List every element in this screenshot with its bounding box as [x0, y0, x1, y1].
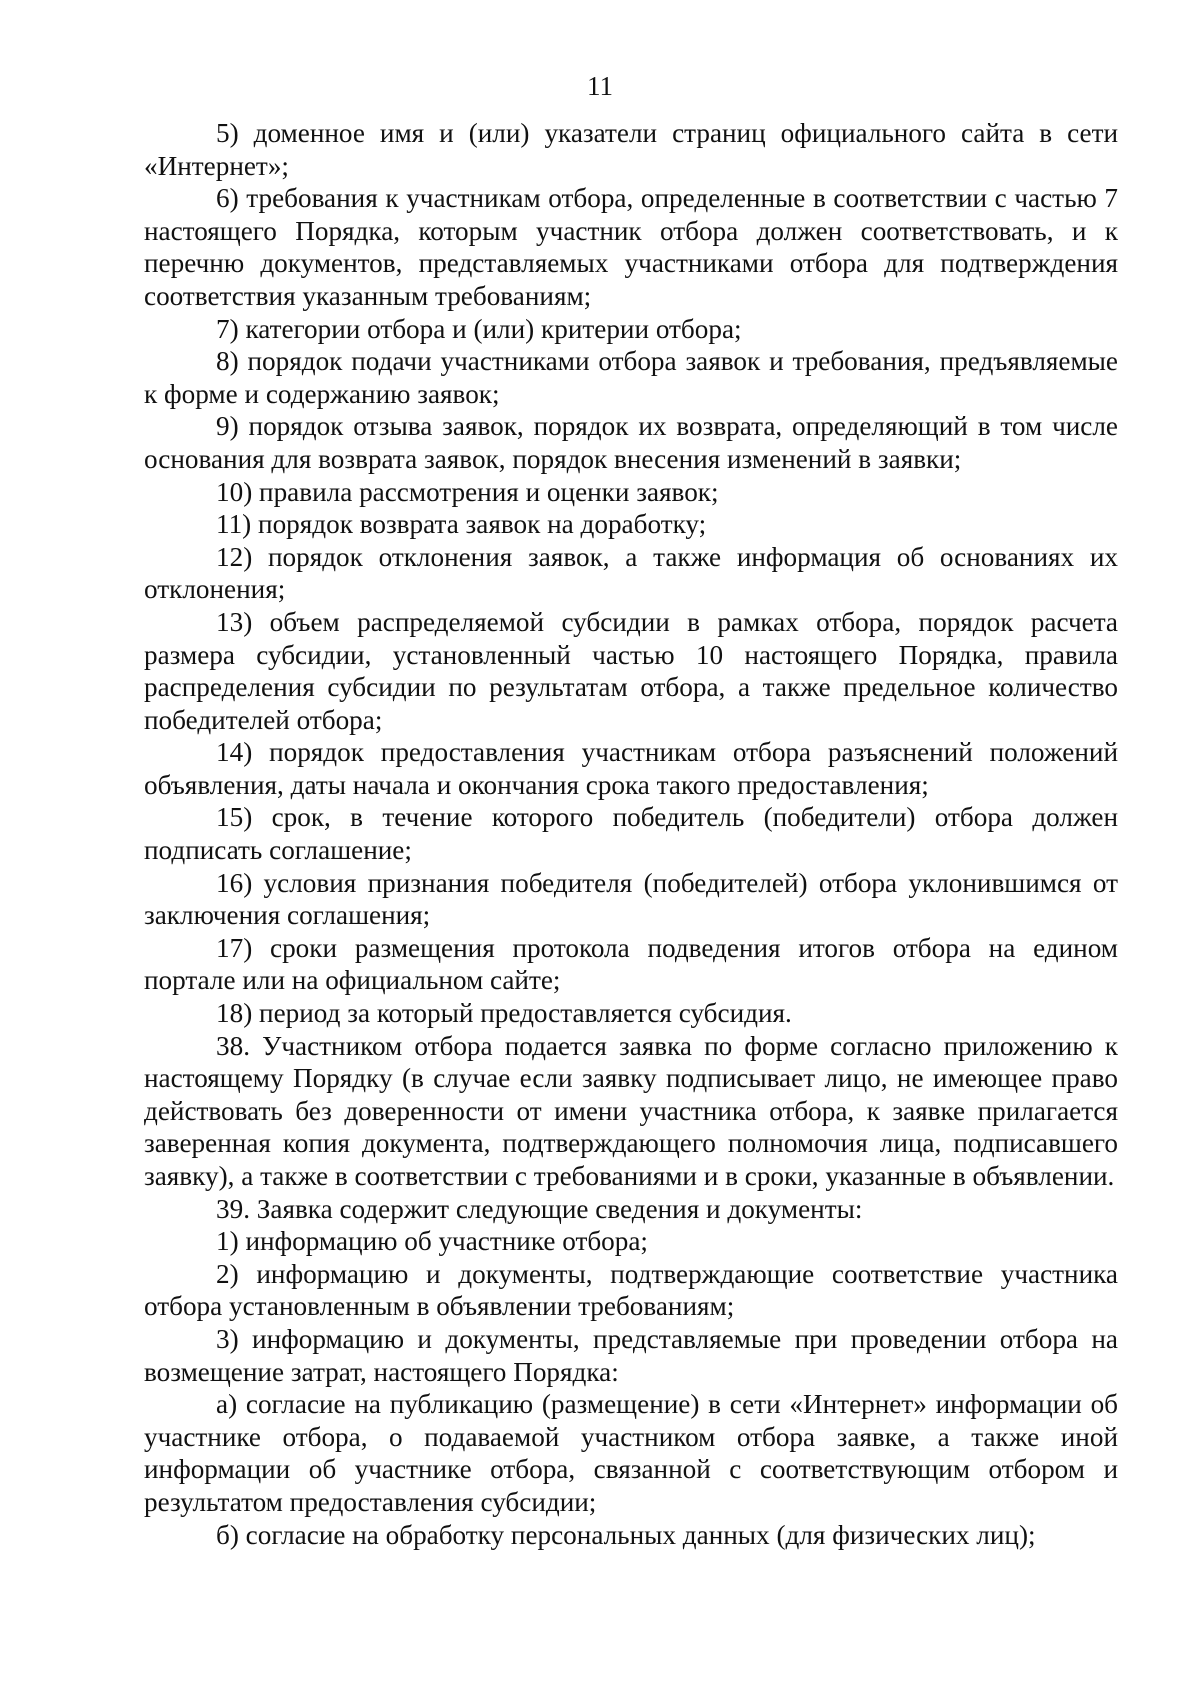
paragraph-item-5: 5) доменное имя и (или) указатели страниц официального сайта в сети «Интернет»; [144, 118, 1118, 181]
paragraph-item-7: 7) категории отбора и (или) критерии отбора; [216, 313, 742, 344]
page-number: 11 [587, 71, 613, 101]
paragraph-item-15: 15) срок, в течение которого победитель (победители) отбора должен подписать соглашение; [144, 802, 1118, 866]
paragraph-item-14: 14) порядок предоставления участникам отбора разъяснений положений объявления, даты начала и окончания срока такого предоставления; [144, 737, 1118, 800]
paragraph-clause-39: 39. Заявка содержит следующие сведения и документы: [216, 1193, 863, 1224]
paragraph-subitem-b: б) согласие на обработку персональных данных (для физических лиц); [216, 1519, 1036, 1550]
paragraph-item-8: 8) порядок подачи участниками отбора заявок и требования, предъявляемые к форме и содержанию заявок; [144, 346, 1118, 409]
document-body [144, 117, 1118, 1551]
paragraph-item-12: 12) порядок отклонения заявок, а также информация об основаниях их отклонения; [144, 541, 1118, 605]
paragraph-item-6: 6) требования к участникам отбора, определенные в соответствии с частью 7 настоящего Порядка, которым участник отбора должен соответствовать, и к перечню документов, представляемых участниками отбора для подтверждения соответствия указанным требованиям; [144, 183, 1118, 311]
paragraph-subitem-3: 3) информацию и документы, представляемые при проведении отбора на возмещение затрат, настоящего Порядка: [144, 1323, 1118, 1387]
paragraph-item-18: 18) период за который предоставляется субсидия. [216, 998, 792, 1029]
paragraph-item-17: 17) сроки размещения протокола подведения итогов отбора на едином портале или на официальном сайте; [144, 932, 1118, 996]
paragraph-subitem-2: 2) информацию и документы, подтверждающие соответствие участника отбора установленным в объявлении требованиям; [144, 1258, 1118, 1322]
paragraph-subitem-a: а) согласие на публикацию (размещение) в сети «Интернет» информации об участнике отбора, о подаваемой участником отбора заявке, а также иной информации об участнике отбора, связанной с соответствующим отбором и результатом предоставления субсидии; [144, 1389, 1118, 1517]
paragraph-item-16: 16) условия признания победителя (победителей) отбора уклонившимся от заключения соглашения; [144, 867, 1118, 931]
paragraph-item-9: 9) порядок отзыва заявок, порядок их возврата, определяющий в том числе основания для возврата заявок, порядок внесения изменений в заявки; [144, 411, 1118, 474]
paragraph-item-13: 13) объем распределяемой субсидии в рамках отбора, порядок расчета размера субсидии, установленный частью 10 настоящего Порядка, правила распределения субсидии по результатам отбора, а также предельное количество победителей отбора; [144, 606, 1118, 735]
paragraph-clause-38: 38. Участником отбора подается заявка по форме согласно приложению к настоящему Порядку (в случае если заявку подписывает лицо, не имеющее право действовать без доверенности от имени участника отбора, к заявке прилагается заверенная копия документа, подтверждающего полномочия лица, подписавшего заявку), а также в соответствии с требованиями и в сроки, указанные в объявлении. [144, 1030, 1118, 1191]
paragraph-item-11: 11) порядок возврата заявок на доработку; [216, 509, 707, 540]
paragraph-subitem-1: 1) информацию об участнике отбора; [216, 1226, 648, 1257]
paragraph-item-10: 10) правила рассмотрения и оценки заявок; [216, 476, 719, 507]
